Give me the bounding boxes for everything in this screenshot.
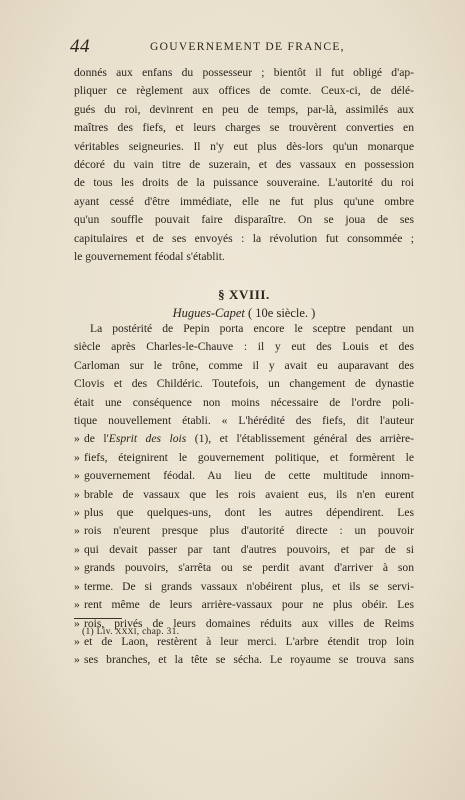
text-segment: gouvernement féodal. Au lieu de cette multitude innom- — [84, 469, 414, 483]
paragraph-2 — [74, 320, 414, 670]
text-line — [74, 467, 414, 485]
text-segment: ses branches, et la tête se sécha. Le royaume se trouva sans — [84, 653, 414, 667]
quote-mark: » — [74, 542, 80, 556]
quote-mark: » — [74, 487, 80, 501]
text-line: qu'un souffle pouvait faire disparaître. On se joua de ses — [74, 213, 414, 227]
text-segment: qui devait passer par tant d'autres pouvoirs, et par de si — [84, 542, 414, 556]
text-segment: siècle après Charles-le-Chauve : il y eut des Louis et des — [74, 340, 414, 354]
text-segment: tique nouvellement établi. « L'hérédité des fiefs, dit l'auteur — [74, 414, 414, 428]
paren-close: ) — [308, 306, 316, 320]
paragraph-1 — [74, 64, 414, 266]
text-line — [74, 338, 414, 356]
text-line: maîtres des fiefs, et leurs charges se trouvèrent converties en — [74, 121, 414, 135]
footnote — [82, 627, 179, 637]
text-segment: brable de vassaux que les rois avaient eus, ils n'en eurent — [84, 487, 414, 501]
text-segment: était une conséquence non moins nécessaire de l'ordre poli- — [74, 395, 414, 409]
text-line — [74, 504, 414, 522]
footnote-book: XXXI — [115, 627, 137, 636]
text-segment: (1), et l'établissement général des arrière- — [186, 432, 414, 446]
text-segment: Carloman sur le trône, comme il y avait eu auparavant des — [74, 358, 414, 372]
text-line — [74, 559, 414, 577]
text-segment: terme. De si grands vassaux n'obéirent plus, et ils se servi- — [84, 579, 414, 593]
text-line — [74, 412, 414, 430]
quote-mark: » — [74, 653, 80, 667]
footnote-marker: (1) — [82, 627, 94, 637]
text-segment: et de Laon, restèrent à leur merci. L'arbre étendit trop loin — [84, 634, 414, 648]
text-line — [74, 522, 414, 540]
quote-mark: » — [74, 634, 80, 648]
text-line — [74, 449, 414, 467]
text-line: capitulaires et de ses envoyés : la révolution fut consommée ; — [74, 231, 414, 245]
text-line — [74, 320, 414, 338]
text-segment: plus que quelques-uns, dont les autres dépendirent. Les — [84, 506, 414, 520]
running-title: GOUVERNEMENT DE FRANCE, — [150, 41, 345, 53]
text-line: donnés aux enfans du possesseur ; bientôt il fut obligé d'ap- — [74, 66, 414, 79]
text-line: le gouvernement féodal s'établit. — [74, 250, 225, 264]
text-line — [74, 541, 414, 559]
book-title: Esprit des lois — [108, 432, 187, 446]
text-line — [74, 430, 414, 448]
quote-mark: » — [74, 506, 80, 520]
text-line — [74, 375, 414, 393]
text-segment: fiefs, éteignirent le gouvernement politique, et formèrent le — [84, 450, 414, 464]
text-line — [74, 596, 414, 614]
text-line: pliquer ce règlement aux offices de comte. Ceux-ci, de délé- — [74, 84, 414, 98]
text-line — [74, 394, 414, 412]
quote-mark: » — [74, 524, 80, 538]
text-segment: La postérité de Pepin porta encore le sceptre pendant un — [90, 322, 414, 335]
text-segment: Clovis et des Childéric. Toutefois, un changement de dynastie — [74, 377, 414, 391]
text-segment: grands pouvoirs, s'arrêta ou se perdit avant d'arriver à son — [84, 561, 414, 575]
text-segment: rent même de leurs arrière-vassaux pour ne plus obéir. Les — [84, 598, 414, 612]
text-line: décoré du vain titre de suzerain, et des vassaux en possession — [74, 158, 414, 172]
text-line: véritables seigneuries. Il n'y eut plus dès-lors qu'un monarque — [74, 139, 414, 153]
quote-mark: » — [74, 432, 80, 446]
section-century: 10e siècle. — [255, 306, 309, 320]
text-segment: de l' — [84, 432, 109, 446]
quote-mark: » — [74, 579, 80, 593]
text-line: ayant cessé d'être immédiate, elle ne fut plus qu'une ombre — [74, 194, 414, 208]
text-line: de tous les droits de la puissance souveraine. L'autorité du roi — [74, 176, 414, 190]
quote-mark: » — [74, 616, 80, 630]
paren-open: ( — [247, 306, 256, 320]
page-number: 44 — [70, 36, 90, 57]
text-line: gués du roi, devinrent en peu de temps, par-là, assimilés aux — [74, 102, 414, 116]
quote-mark: » — [74, 598, 80, 612]
section-number: § XVIII. — [218, 287, 270, 302]
text-segment: rois, privés de leurs domaines réduits aux villes de Reims — [84, 616, 414, 630]
section-subtitle — [74, 306, 414, 321]
text-line — [74, 578, 414, 596]
quote-mark: » — [74, 469, 80, 483]
footnote-abbr: Liv. — [96, 627, 113, 637]
quote-mark: » — [74, 561, 80, 575]
section-name: Hugues-Capet — [172, 306, 245, 320]
text-segment: rois n'eurent presque plus d'autorité directe : un pouvoir — [84, 524, 414, 538]
text-line — [74, 486, 414, 504]
text-line — [74, 357, 414, 375]
quote-mark: » — [74, 450, 80, 464]
text-line — [74, 651, 414, 669]
footnote-rule — [74, 618, 122, 619]
footnote-rest: , chap. 31. — [136, 627, 180, 637]
